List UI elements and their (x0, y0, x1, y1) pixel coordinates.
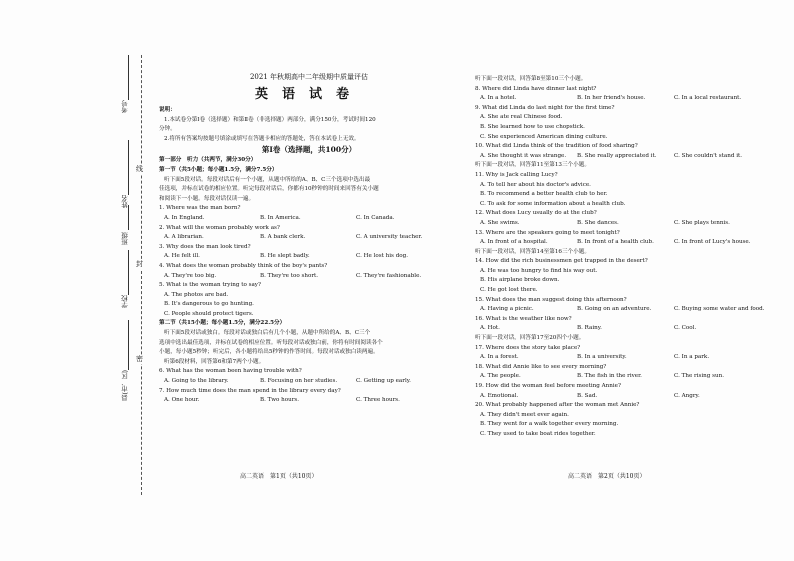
question-5: 5. What is the woman trying to say? (159, 282, 261, 289)
seal-word-seal: 封 (136, 260, 143, 268)
option-b: B. The fish in the river. (577, 373, 642, 380)
option-a: A. The photos are bad. (164, 291, 229, 298)
seal-line (141, 55, 142, 495)
question-4: 4. What does the woman probably think of the boy's pants? (159, 262, 328, 269)
option-c: C. She experienced American dining culture. (480, 133, 608, 140)
question-7-options (159, 396, 459, 406)
option-b: B. A bank clerk. (260, 234, 306, 241)
question-10-options (475, 152, 780, 162)
school-label: 学校 (121, 295, 129, 308)
page-footer-2: 高二英语 第2页（共10页） (568, 473, 646, 480)
question-16-options (475, 324, 780, 334)
option-a: A. She ate real Chinese food. (480, 114, 563, 121)
county-blank (128, 320, 129, 370)
option-b: B. Two hours. (260, 397, 300, 404)
note-2: 2.将所有答案均按题号填涂或填写在答题卡相应的答题处，答在本试卷上无效。 (164, 135, 360, 142)
option-a: A. To tell her about his doctor's advice. (480, 181, 591, 188)
seal-word-line: 线 (136, 165, 143, 173)
part-1-heading: 第一部分 听力（共两节，满分30分） (159, 157, 257, 164)
instructions-line: 听下面5段对话。每段对话后有一个小题，从题中所给的A、B、C三个选项中选出最 (164, 176, 371, 183)
question-13: 13. Where are the speakers going to meet tonight? (475, 229, 620, 236)
name-label: 姓名 (121, 195, 129, 208)
question-17-options (475, 353, 780, 363)
audio-instruction: 听下面一段对话，回答第11至第13三个小题。 (475, 162, 590, 169)
question-3-options (159, 252, 459, 262)
option-b: B. It's dangerous to go hunting. (164, 301, 254, 308)
option-b: B. In front of a health club. (577, 239, 654, 246)
subject-title: 英语试卷 (254, 87, 363, 102)
exam-no-blank (128, 55, 129, 100)
option-c: C. In a local restaurant. (674, 95, 742, 102)
option-b: B. Sad. (577, 392, 598, 399)
option-c: C. He lost his dog. (356, 253, 409, 260)
audio-instruction: 听下面一段对话，回答第8至第10三个小题。 (475, 76, 587, 82)
question-17: 17. Where does the story take place? (475, 344, 581, 351)
county-label: 县(市、区) (121, 370, 129, 402)
question-2-options (159, 233, 459, 243)
option-a: A. A librarian. (164, 234, 204, 241)
option-a: A. He felt ill. (164, 253, 200, 260)
question-18: 18. What did Annie like to see every morning? (475, 363, 607, 370)
question-1: 1. Where was the man born? (159, 205, 241, 212)
class-blank (128, 205, 129, 230)
option-b: B. In America. (260, 214, 301, 221)
option-b: B. Focusing on her studies. (260, 378, 338, 385)
instructions-line: 选项中选出最佳选项，并标在试卷的相应位置。听每段对话或独白前，你将有时间阅读各个 (159, 339, 383, 346)
question-8: 8. Where did Linda have dinner last night? (475, 85, 597, 92)
page-footer-1: 高二英语 第1页（共10页） (240, 473, 318, 480)
school-blank (128, 250, 129, 295)
option-a: A. She thought it was strange. (480, 152, 567, 159)
option-c: C. The rising sun. (674, 373, 724, 380)
option-c: C. Three hours. (356, 397, 400, 404)
seal-word-secret: 密 (136, 355, 143, 363)
option-b: B. She learned how to use chopstick. (480, 123, 585, 130)
option-b: B. In her friend's house. (577, 95, 646, 102)
option-b: B. In a university. (577, 354, 627, 361)
instructions-line: 小题，每小题5秒钟；听完后，各小题将给出5秒钟的作答时间。每段对话或独白读两遍。 (159, 349, 379, 356)
option-b: B. She dances. (577, 219, 619, 226)
question-7: 7. How much time does the man spend in the library every day? (159, 387, 341, 394)
option-a: A. In a hotel. (480, 95, 517, 102)
question-6-options (159, 377, 459, 387)
option-b: B. They went for a walk together every morning. (480, 421, 619, 428)
audio-instruction: 听下面一段对话，回答第17至20四个小题。 (475, 335, 585, 342)
option-c: C. People should protect tigers. (164, 310, 254, 317)
option-c: C. Getting up early. (356, 378, 411, 385)
right-column (475, 75, 780, 440)
option-a: A. One hour. (164, 397, 200, 404)
question-19: 19. How did the woman feel before meeting Annie? (475, 383, 621, 389)
option-c: C. In front of Lucy's house. (674, 239, 751, 246)
option-c: C. She couldn't stand it. (674, 152, 743, 159)
question-11: 11. Why is Jack calling Lucy? (475, 171, 558, 178)
question-1-options (159, 214, 459, 224)
option-b: B. He slept badly. (260, 253, 310, 260)
option-a: A. Hot. (480, 325, 500, 332)
instructions-line: 和阅读下一小题。每段对话仅读一遍。 (159, 195, 255, 202)
question-12: 12. What does Lucy usually do at the club? (475, 210, 597, 217)
option-a: A. Having a picnic. (480, 306, 534, 313)
option-a: A. Going to the library. (164, 378, 229, 385)
option-b: B. Going on an adventure. (577, 306, 652, 313)
section-1-title: 第Ⅰ卷（选择题，共100分） (261, 145, 357, 155)
question-6: 6. What has the woman been having trouble with? (159, 368, 302, 375)
option-c: C. They're fashionable. (356, 272, 422, 279)
instructions-line: 佳选项，并标在试卷的相应位置。听完每段对话后，你都有10秒钟的时间来回答有关小题 (159, 186, 379, 193)
option-c: C. Angry. (674, 392, 700, 399)
name-blank (128, 140, 129, 195)
option-c: C. To ask for some information about a health club. (480, 200, 626, 207)
exam-no-label: 考号 (121, 100, 129, 113)
question-14: 14. How did the rich businessmen get trapped in the desert? (475, 258, 648, 265)
notes-label: 说明： (159, 107, 176, 113)
question-19-options (475, 392, 780, 402)
question-3: 3. Why does the man look tired? (159, 243, 251, 250)
option-a: A. They're too big. (164, 272, 217, 279)
note-1-cont: 分钟。 (159, 126, 176, 133)
option-b: B. She really appreciated it. (577, 152, 657, 159)
subsection-1-heading: 第一节（共5小题；每小题1.5分，满分7.5分） (159, 166, 278, 173)
option-b: B. To recommend a better health club to her. (480, 191, 608, 198)
question-8-options (475, 94, 780, 104)
class-label: 班级 (121, 232, 129, 245)
question-4-options (159, 272, 459, 282)
instructions-line: 听下面5段对话或独白。每段对话或独白后有几个小题，从题中所给的A、B、C三个 (164, 330, 371, 337)
option-b: B. Rainy. (577, 325, 602, 332)
left-column (159, 70, 459, 406)
option-c: C. A university teacher. (356, 234, 423, 241)
option-a: A. In England. (164, 214, 205, 221)
option-c: C. She plays tennis. (674, 219, 730, 226)
option-b: B. They're too short. (260, 272, 319, 279)
audio-instruction: 听下面一段对话，回答第14至第16三个小题。 (475, 248, 590, 255)
option-a: A. The people. (480, 373, 521, 380)
question-20: 20. What probably happened after the woman met Annie? (475, 402, 640, 409)
question-10: 10. What did Linda think of the tradition of food sharing? (475, 143, 638, 150)
question-2: 2. What will the woman probably work as? (159, 224, 280, 231)
question-16: 16. What is the weather like now? (475, 315, 572, 322)
option-c: C. He got lost there. (480, 287, 538, 294)
subsection-2-heading: 第二节（共15小题；每小题1.5分，满分22.5分） (159, 320, 286, 327)
option-a: A. Emotional. (480, 392, 519, 399)
option-b: B. His airplane broke down. (480, 277, 560, 284)
note-1: 1.本试卷分第Ⅰ卷（选择题）和第Ⅱ卷（非选择题）两部分，满分150分，考试时间120 (164, 116, 376, 123)
option-a: A. In front of a hospital. (480, 239, 548, 246)
question-13-options (475, 238, 780, 248)
option-c: C. In a park. (674, 354, 710, 361)
question-18-options (475, 372, 780, 382)
option-c: C. In Canada. (356, 214, 395, 221)
option-a: A. They didn't meet ever again. (480, 411, 569, 418)
question-9: 9. What did Linda do last night for the first time? (475, 104, 615, 111)
option-c: C. Buying some water and food. (674, 306, 765, 313)
option-c: C. Cool. (674, 325, 697, 332)
instructions-line: 听第6段材料，回答第6和第7两个小题。 (164, 358, 265, 365)
question-12-options (475, 219, 780, 229)
option-c: C. They used to take boat rides together. (480, 430, 596, 437)
question-15-options (475, 305, 780, 315)
question-15: 15. What does the man suggest doing this afternoon? (475, 296, 627, 303)
option-a: A. In a forest. (480, 354, 519, 361)
option-a: A. He was too hungry to find his way out. (480, 267, 598, 274)
option-a: A. She swims. (480, 219, 520, 226)
exam-title: 2021 年秋期高中二年级期中质量评估 (249, 73, 369, 81)
